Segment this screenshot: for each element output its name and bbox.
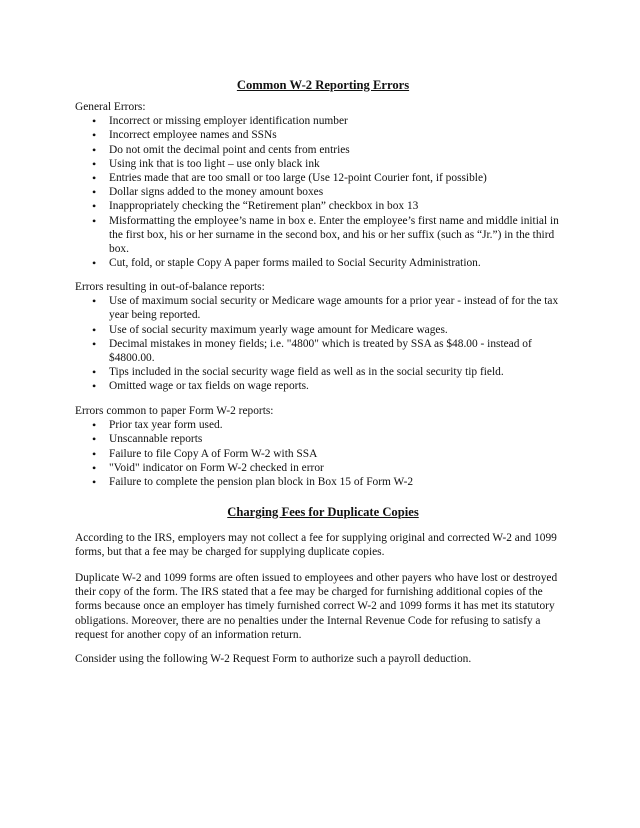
list-item: • Use of maximum social security or Medicare wage amounts for a prior year - instead of for the tax year being reported.	[75, 294, 571, 322]
out-of-balance-section	[75, 280, 571, 394]
list-item: • Tips included in the social security wage field as well as in the social security tip field.	[75, 365, 571, 379]
list-item: • Failure to file Copy A of Form W-2 with SSA	[75, 447, 571, 461]
fees-paragraph-3: Consider using the following W-2 Request Form to authorize such a payroll deduction.	[75, 653, 472, 665]
page-title: Common W-2 Reporting Errors	[236, 78, 410, 92]
list-item: • "Void" indicator on Form W-2 checked in error	[75, 461, 571, 475]
list-item: • Entries made that are too small or too large (Use 12-point Courier font, if possible)	[75, 171, 571, 185]
list-item: • Cut, fold, or staple Copy A paper forms mailed to Social Security Administration.	[75, 256, 571, 270]
out-of-balance-list	[75, 294, 571, 393]
paper-errors-section	[75, 404, 571, 489]
fees-paragraph-2: Duplicate W-2 and 1099 forms are often issued to employees and other payers who have lost or destroyed their copy of the form. The IRS stated that a fee may be charged for furnishing additional copies of the forms because once an employer has timely furnished correct W-2 and 1099 forms it has met its statutory obligations. Moreover, there are no penalties under the Internal Revenue Code for refusing to satisfy a request for another copy of an information return.	[75, 572, 558, 641]
paper-errors-label: Errors common to paper Form W-2 reports:	[75, 405, 274, 417]
general-errors-section	[75, 100, 571, 270]
list-item: • Incorrect employee names and SSNs	[75, 128, 571, 142]
out-of-balance-label: Errors resulting in out-of-balance reports:	[75, 281, 265, 293]
list-item: • Unscannable reports	[75, 432, 571, 446]
fees-section-title: Charging Fees for Duplicate Copies	[227, 505, 419, 519]
list-item: • Do not omit the decimal point and cents from entries	[75, 143, 571, 157]
list-item: • Failure to complete the pension plan block in Box 15 of Form W-2	[75, 475, 571, 489]
list-item: • Decimal mistakes in money fields; i.e. "4800" which is treated by SSA as $48.00 - instead of $4800.00.	[75, 337, 571, 365]
general-errors-list	[75, 114, 571, 270]
list-item: • Use of social security maximum yearly wage amount for Medicare wages.	[75, 323, 571, 337]
fees-paragraph-1: According to the IRS, employers may not collect a fee for supplying original and corrected W-2 and 1099 forms, but that a fee may be charged for supplying duplicate copies.	[75, 532, 557, 559]
list-item: • Using ink that is too light – use only black ink	[75, 157, 571, 171]
list-item: • Inappropriately checking the “Retirement plan” checkbox in box 13	[75, 199, 571, 213]
list-item: • Prior tax year form used.	[75, 418, 571, 432]
list-item: • Omitted wage or tax fields on wage reports.	[75, 379, 571, 393]
paper-errors-list	[75, 418, 571, 489]
list-item: • Misformatting the employee’s name in box e. Enter the employee’s first name and middle initial in the first box, his or her surname in the second box, and his or her suffix (such as “Jr.”) in the third box.	[75, 214, 571, 257]
general-errors-label: General Errors:	[75, 101, 146, 113]
list-item: • Incorrect or missing employer identification number	[75, 114, 571, 128]
list-item: • Dollar signs added to the money amount boxes	[75, 185, 571, 199]
